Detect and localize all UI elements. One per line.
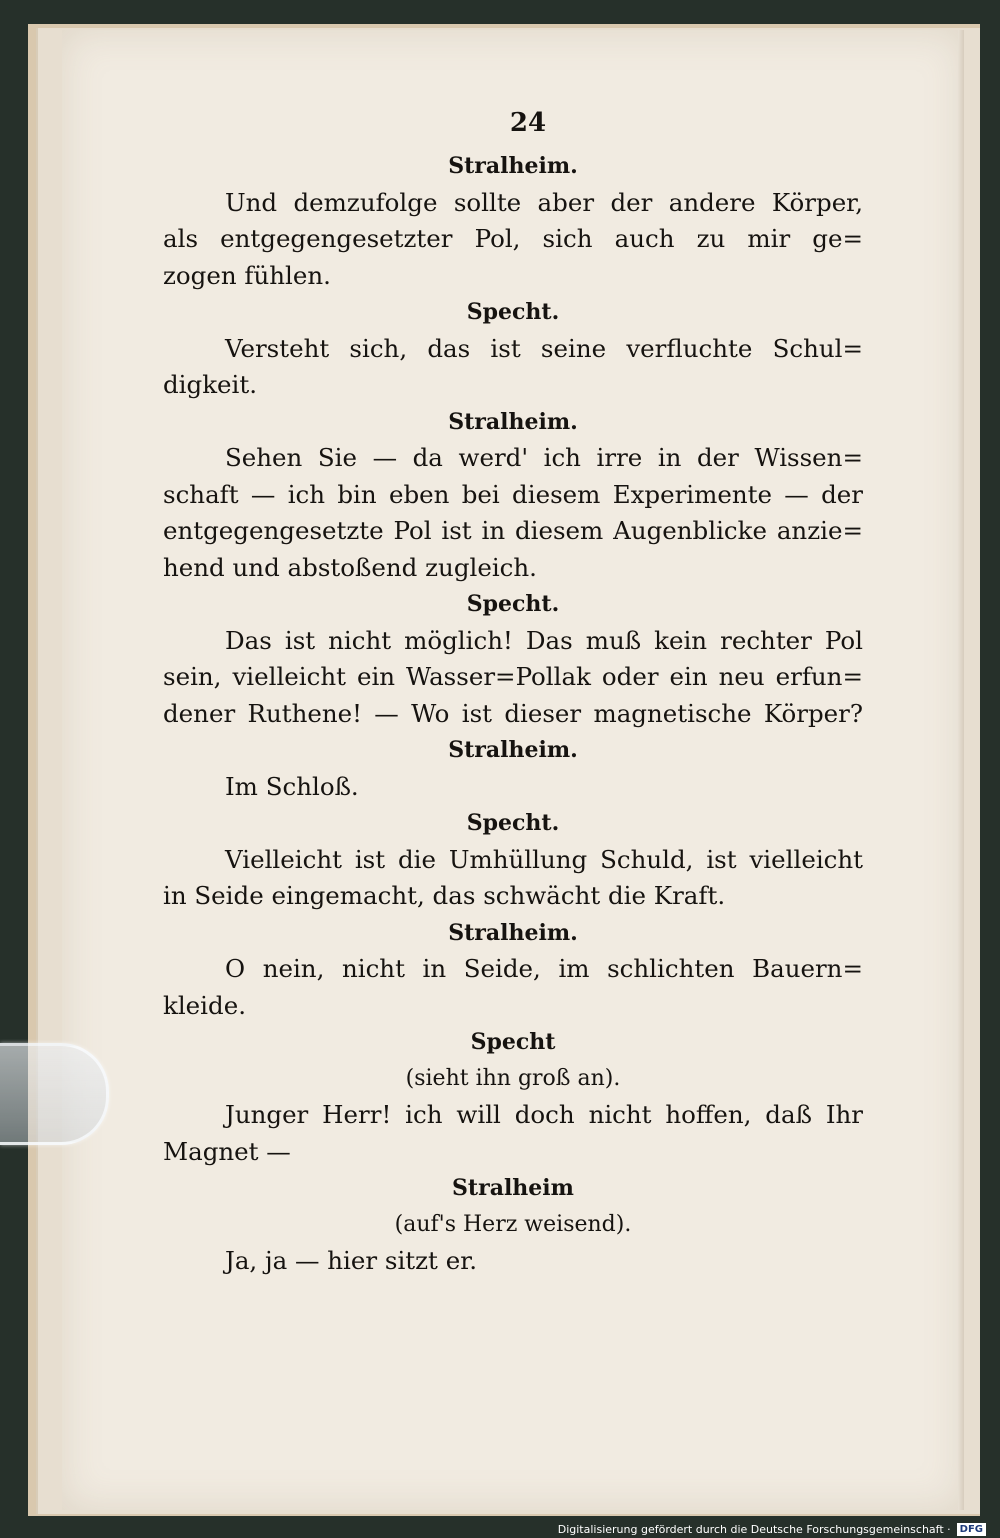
text-line: Im Schloß. xyxy=(225,771,359,801)
text-line: Vielleicht ist die Umhüllung Schuld, ist vielleicht xyxy=(225,844,863,874)
stage-direction: (auf's Herz weisend). xyxy=(394,1211,632,1237)
speaker-name: Specht. xyxy=(466,810,560,836)
speaker-name: Stralheim. xyxy=(448,153,578,179)
speaker-name: Specht. xyxy=(466,299,560,325)
text-line: Versteht sich, das ist seine verfluchte Schul= xyxy=(225,333,863,363)
speaker-name: Stralheim. xyxy=(448,737,578,763)
speaker-name: Stralheim. xyxy=(448,408,578,435)
page-edge xyxy=(958,30,964,1510)
text-line: Junger Herr! ich will doch nicht hoffen, daß Ihr xyxy=(225,1100,863,1129)
page-content xyxy=(163,98,863,1280)
dfg-logo: DFG xyxy=(957,1523,986,1536)
speaker-name: Stralheim. xyxy=(448,919,578,946)
text-line: schaft — ich bin eben bei diesem Experimente — der xyxy=(163,479,863,509)
text-body xyxy=(163,148,863,1280)
text-line: entgegengesetzte Pol ist in diesem Augenblicke anzie= xyxy=(163,516,863,545)
text-line: Und demzufolge sollte aber der andere Körper, xyxy=(225,187,863,217)
stage-direction: (sieht ihn groß an). xyxy=(405,1065,621,1091)
speaker-name: Specht. xyxy=(466,591,560,617)
text-line: sein, vielleicht ein Wasser=Pollak oder ein neu erfun= xyxy=(163,662,863,691)
text-line: O nein, nicht in Seide, im schlichten Bauern= xyxy=(225,954,863,983)
footer xyxy=(558,1523,986,1536)
speaker-name: Stralheim xyxy=(452,1175,574,1201)
speaker-name: Specht xyxy=(470,1029,556,1055)
page-clip xyxy=(0,1043,109,1145)
text-line: dener Ruthene! — Wo ist dieser magnetische Körper? xyxy=(163,698,863,728)
text-line: hend und abstoßend zugleich. xyxy=(163,552,537,582)
text-line: Das ist nicht möglich! Das muß kein rechter Pol xyxy=(225,625,863,655)
text-line: in Seide eingemacht, das schwächt die Kraft. xyxy=(163,881,726,910)
page-number: 24 xyxy=(509,108,547,138)
text-line: digkeit. xyxy=(163,370,258,399)
text-line: Sehen Sie — da werd' ich irre in der Wissen= xyxy=(225,443,863,472)
text-line: als entgegengesetzter Pol, sich auch zu mir ge= xyxy=(163,224,863,253)
funding-credit: Digitalisierung gefördert durch die Deutsche Forschungsgemeinschaft · xyxy=(557,1523,951,1536)
text-line: Ja, ja — hier sitzt er. xyxy=(225,1246,477,1275)
text-line: kleide. xyxy=(163,990,246,1020)
text-line: Magnet — xyxy=(163,1136,291,1166)
text-line: zogen fühlen. xyxy=(163,260,331,290)
